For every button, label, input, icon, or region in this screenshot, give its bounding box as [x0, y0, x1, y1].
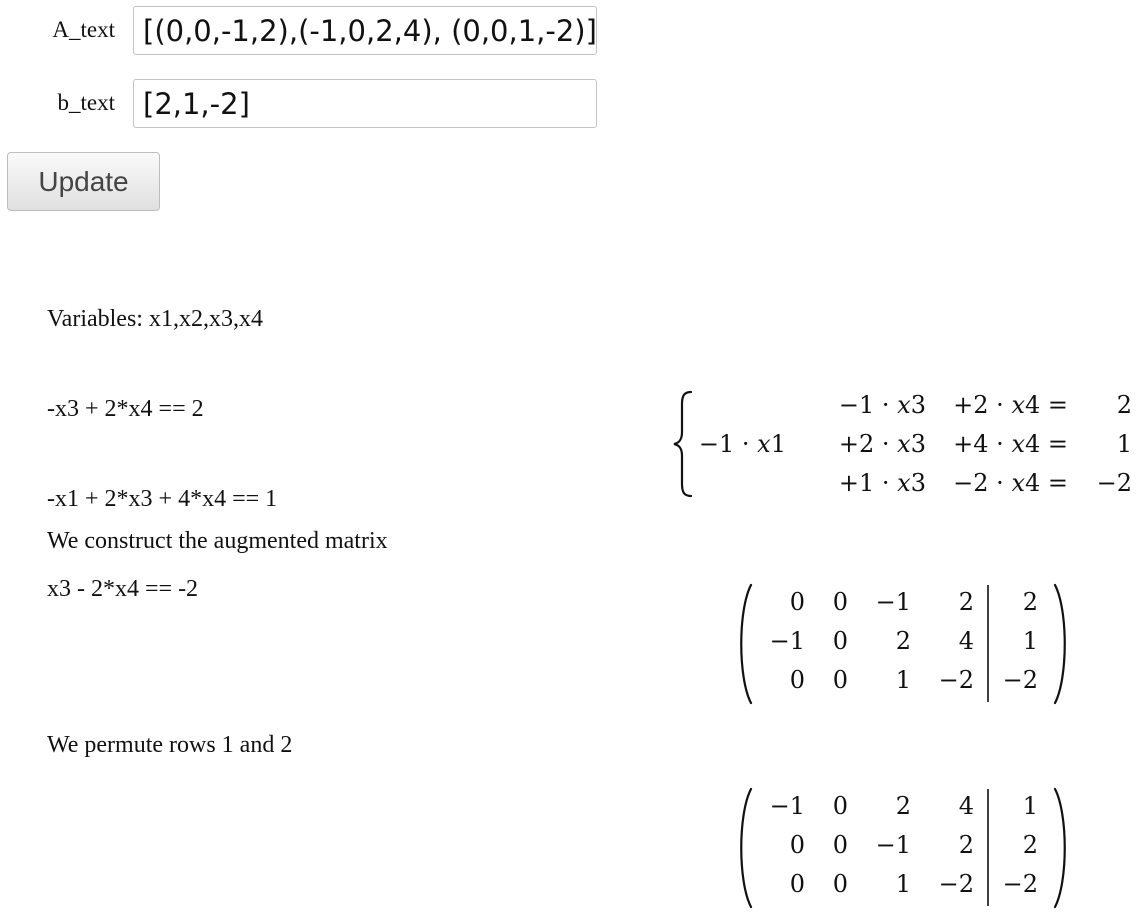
system-term: +4 · x4 =	[953, 430, 1068, 458]
matrix-entry: −1	[769, 792, 805, 820]
matrix-entry: 1	[895, 870, 911, 898]
matrix-entry: 0	[789, 870, 805, 898]
matrix-entry: −1	[769, 627, 805, 655]
system-term: −1 · x1	[698, 430, 786, 458]
matrix-entry: −2	[938, 666, 974, 694]
matrix-entry: 1	[1022, 792, 1038, 820]
matrix-entry: −1	[875, 831, 911, 859]
system-term: +2 · x3	[838, 430, 926, 458]
system-term: −1 · x3	[838, 391, 926, 419]
a-text-input[interactable]	[133, 6, 597, 55]
system-term: +2 · x4 =	[953, 391, 1068, 419]
left-brace-icon	[672, 390, 694, 498]
b-text-input[interactable]	[133, 79, 597, 128]
update-button[interactable]: Update	[7, 152, 160, 211]
matrix-entry: 4	[958, 627, 974, 655]
matrix-entry: 0	[832, 792, 848, 820]
matrix-entry: 0	[832, 831, 848, 859]
matrix-entry: 0	[789, 831, 805, 859]
matrix-entry: 0	[832, 588, 848, 616]
system-term: +1 · x3	[838, 469, 926, 497]
matrix-entry: 0	[832, 870, 848, 898]
step-text-permute: We permute rows 1 and 2	[47, 732, 293, 758]
matrix-entry: 1	[895, 666, 911, 694]
matrix-entry: 0	[832, 666, 848, 694]
equation-line: -x3 + 2*x4 == 2	[47, 396, 204, 422]
left-paren-icon	[741, 789, 751, 907]
matrix-entry: 2	[958, 831, 974, 859]
matrix-entry: 2	[958, 588, 974, 616]
system-term: −2 · x4 =	[953, 469, 1068, 497]
equation-line: -x1 + 2*x3 + 4*x4 == 1	[47, 486, 278, 512]
system-term: 2	[1116, 391, 1132, 419]
matrix-entry: 4	[958, 792, 974, 820]
a-text-label: A_text	[52, 17, 115, 42]
matrix-entry: 2	[895, 627, 911, 655]
matrix-entry: 0	[789, 666, 805, 694]
equation-line: x3 - 2*x4 == -2	[47, 576, 199, 602]
matrix-entry: 1	[1022, 627, 1038, 655]
variables-line: Variables: x1,x2,x3,x4	[47, 306, 263, 332]
system-term: 1	[1116, 430, 1132, 458]
matrix-entry: −2	[1002, 870, 1038, 898]
matrix-entry: 0	[789, 588, 805, 616]
matrix-entry: −2	[938, 870, 974, 898]
right-paren-icon	[1055, 585, 1065, 703]
matrix-entry: 2	[1022, 588, 1038, 616]
matrix-entry: −1	[875, 588, 911, 616]
b-text-label: b_text	[57, 90, 115, 115]
left-paren-icon	[741, 585, 751, 703]
output-block	[47, 244, 277, 634]
matrix-entry: 0	[832, 627, 848, 655]
system-term: −2	[1096, 469, 1132, 497]
matrix-entry: 2	[1022, 831, 1038, 859]
matrix-entry: −2	[1002, 666, 1038, 694]
matrix-entry: 2	[895, 792, 911, 820]
step-text-augmented: We construct the augmented matrix	[47, 528, 388, 554]
right-paren-icon	[1055, 789, 1065, 907]
